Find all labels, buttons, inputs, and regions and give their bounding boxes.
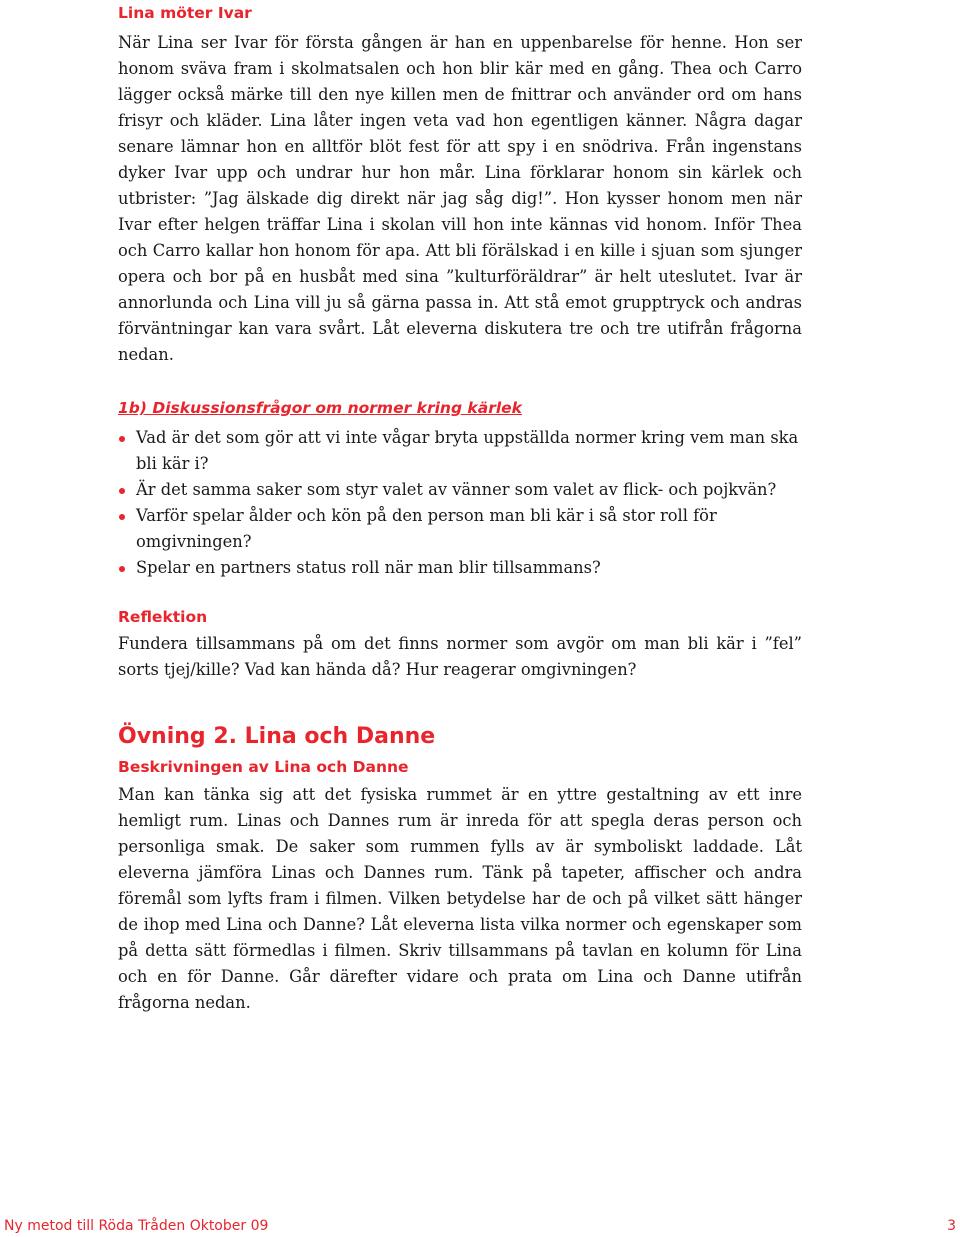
section-heading-beskrivningen: Beskrivningen av Lina och Danne [118,758,409,776]
footer-publication-label: Ny metod till Röda Tråden Oktober 09 [4,1218,269,1234]
exercise-title: Övning 2. Lina och Danne [118,724,436,749]
list-item: Varför spelar ålder och kön på den person man bli kär i så stor roll för omgivningen? [118,503,802,555]
list-item: Vad är det som gör att vi inte vågar bryta uppställda normer kring vem man ska bli kär i? [118,425,802,477]
section-paragraph-reflektion: Fundera tillsammans på om det finns normer som avgör om man bli kär i ”fel” sorts tjej/kille? Vad kan hända då? Hur reagerar omgivningen? [118,634,802,679]
section-paragraph-beskrivningen: Man kan tänka sig att det fysiska rummet är en yttre gestaltning av ett inre hemligt rum. Linas och Dannes rum är inreda för att spegla deras person och personliga smak. De saker som rummen fylls av är symboliskt laddade. Låt eleverna jämföra Linas och Dannes rum. Tänk på tapeter, affischer och andra föremål som lyfts fram i filmen. Vilken betydelse har de och på vilket sätt hänger de ihop med Lina och Danne? Låt eleverna lista vilka normer och egenskaper som på detta sätt förmedlas i filmen. Skriv tillsammans på tavlan en kolumn för Lina och en för Danne. Går därefter vidare och prata om Lina och Danne utifrån frågorna nedan. [118,785,802,1012]
list-item: Är det samma saker som styr valet av vänner som valet av flick- och pojkvän? [118,477,802,503]
section-paragraph-lina-moter-ivar: När Lina ser Ivar för första gången är han en uppenbarelse för henne. Hon ser honom sväva fram i skolmatsalen och hon blir kär med en gång. Thea och Carro lägger också märke till den nye killen men de fnittrar och använder ord om hans frisyr och kläder. Lina låter ingen veta vad hon egentligen känner. Några dagar senare lämnar hon en alltför blöt fest för att spy i en snödriva. Från ingenstans dyker Ivar upp och undrar hur hon mår. Lina förklarar honom sin kärlek och utbrister: ”Jag älskade dig direkt när jag såg dig!”. Hon kysser honom men när Ivar efter helgen träffar Lina i skolan vill hon inte kännas vid honom. Inför Thea och Carro kallar hon honom för apa. Att bli förälskad i en kille i sjuan som sjunger opera och bor på en husbåt med sina ”kulturföräldrar” är helt uteslutet. Ivar är annorlunda och Lina vill ju så gärna passa in. Att stå emot grupptryck och andras förväntningar kan vara svårt. Låt eleverna diskutera tre och tre utifrån frågorna nedan. [118,33,802,364]
section-heading-reflektion: Reflektion [118,608,208,626]
list-item: Spelar en partners status roll när man blir tillsammans? [118,555,802,581]
page-content [118,0,802,1016]
page-number: 3 [947,1218,956,1234]
section-heading-lina-moter-ivar: Lina möter Ivar [118,4,252,22]
discussion-questions-list [118,425,802,581]
section-heading-diskussionsfragor: 1b) Diskussionsfrågor om normer kring kärlek [118,399,522,417]
